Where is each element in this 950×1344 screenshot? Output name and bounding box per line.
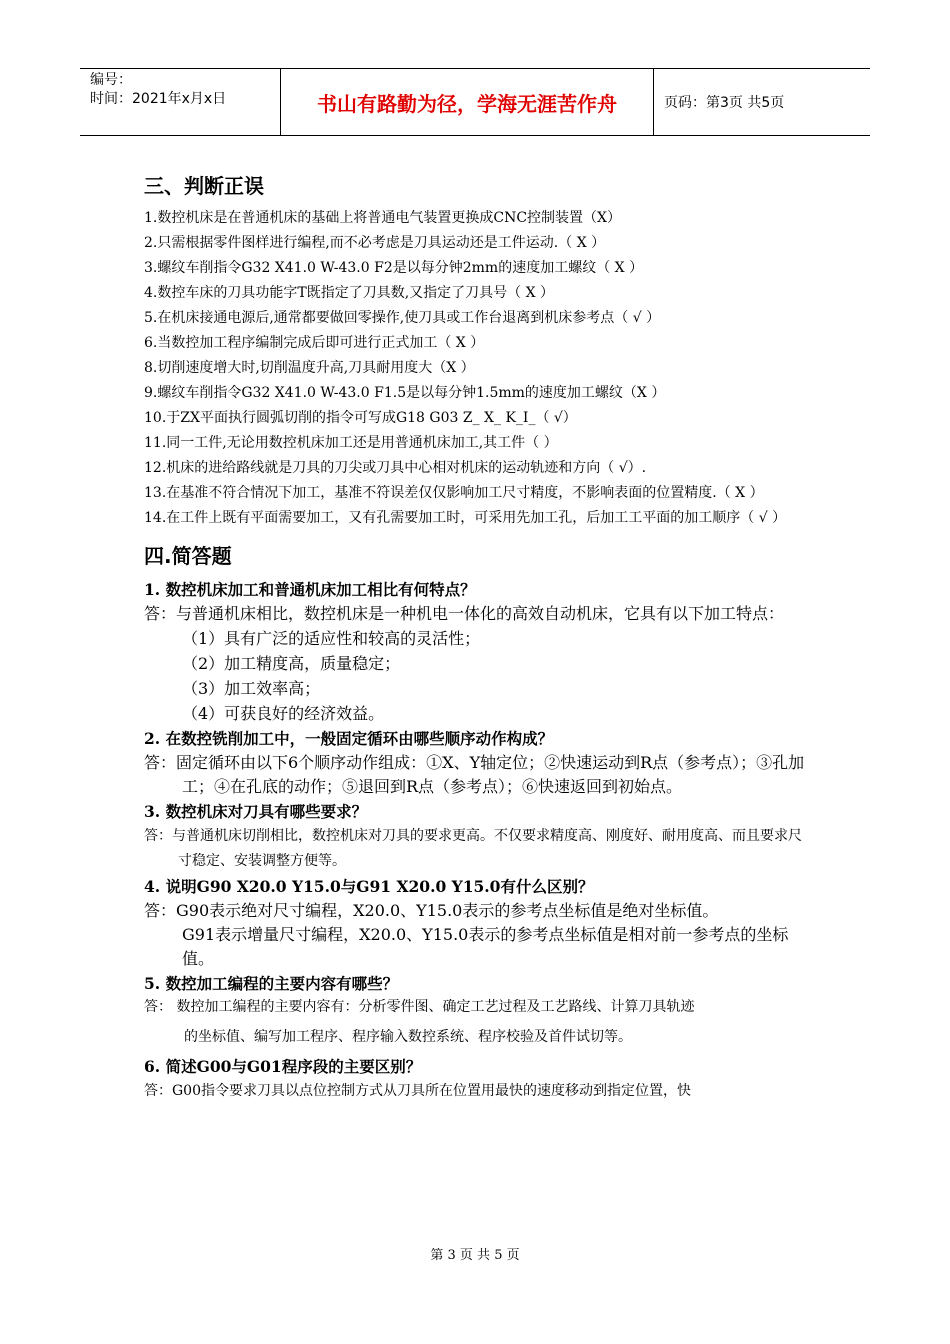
list-item: 8.切削速度增大时,切削温度升高,刀具耐用度大（X ） — [144, 360, 475, 376]
question-1: 1. 数控机床加工和普通机床加工相比有何特点？ — [144, 580, 476, 599]
answer-3: 答：与普通机床切削相比，数控机床对刀具的要求更高。不仅要求精度高、刚度好、耐用度高、而且要求尺寸稳定、安装调整方便等。 — [144, 828, 802, 869]
answer-1-point: （2）加工精度高，质量稳定； — [182, 654, 401, 673]
list-item: 5.在机床接通电源后,通常都要做回零操作,使刀具或工作台退离到机床参考点（ √ ） — [144, 310, 661, 326]
list-item: 12.机床的进给路线就是刀具的刀尖或刀具中心相对机床的运动轨迹和方向（ √）. — [144, 460, 647, 476]
list-item: 3.螺纹车削指令G32 X41.0 W-43.0 F2是以每分钟2mm的速度加工螺纹（ X ） — [144, 260, 644, 276]
answer-5-line2: 的坐标值、编写加工程序、程序输入数控系统、程序校验及首件试切等。 — [184, 1029, 632, 1045]
answer-1-point: （1）具有广泛的适应性和较高的灵活性； — [182, 629, 481, 648]
list-item: 11.同一工件,无论用数控机床加工还是用普通机床加工,其工件（ ） — [144, 435, 558, 451]
main-content — [144, 166, 814, 1104]
list-item: 1.数控机床是在普通机床的基础上将普通电气装置更换成CNC控制装置（X） — [144, 210, 621, 226]
answer-4 — [144, 899, 814, 971]
answer-1-point: （4）可获良好的经济效益。 — [182, 704, 385, 723]
question-3: 3. 数控机床对刀具有哪些要求？ — [144, 802, 368, 821]
section3-title: 三、判断正误 — [144, 174, 264, 198]
answer-1: 答：与普通机床相比，数控机床是一种机电一体化的高效自动机床，它具有以下加工特点： — [144, 604, 785, 623]
list-item: 4.数控车床的刀具功能字T既指定了刀具数,又指定了刀具号（ X ） — [144, 285, 555, 301]
list-item: 13.在基准不符合情况下加工，基准不符误差仅仅影响加工尺寸精度，不影响表面的位置精度.（ X ） — [144, 485, 764, 501]
answer-6: 答：G00指令要求刀具以点位控制方式从刀具所在位置用最快的速度移动到指定位置，快 — [144, 1083, 691, 1099]
list-item: 6.当数控加工程序编制完成后即可进行正式加工（ X ） — [144, 335, 485, 351]
header-left-cell — [80, 69, 280, 135]
question-4: 4. 说明G90 X20.0 Y15.0与G91 X20.0 Y15.0有什么区别？ — [144, 877, 594, 896]
page-header — [80, 68, 870, 136]
time-label: 时间：2021年x月x日 — [90, 91, 227, 107]
answer-5-line1: 答： 数控加工编程的主要内容有：分析零件图、确定工艺过程及工艺路线、计算刀具轨迹 — [144, 999, 695, 1015]
page-footer: 第 3 页 共 5 页 — [430, 1248, 520, 1263]
header-motto: 书山有路勤为径，学海无涯苦作舟 — [280, 69, 654, 135]
answer-2: 答：固定循环由以下6个顺序动作组成：①X、Y轴定位；②快速运动到R点（参考点）；③孔加工；④在孔底的动作；⑤退回到R点（参考点）；⑥快速返回到初始点。 — [144, 753, 805, 796]
list-item: 10.于ZX平面执行圆弧切削的指令可写成G18 G03 Z_ X_ K_I_（ √） — [144, 410, 577, 426]
list-item: 14.在工件上既有平面需要加工，又有孔需要加工时，可采用先加工孔，后加工工平面的加工顺序（ √ ） — [144, 510, 787, 526]
list-item: 9.螺纹车削指令G32 X41.0 W-43.0 F1.5是以每分钟1.5mm的速度加工螺纹（X ） — [144, 385, 666, 401]
answer-4-line2: G91表示增量尺寸编程，X20.0、Y15.0表示的参考点坐标值是相对前一参考点的坐标值。 — [182, 925, 789, 968]
answer-4-line1: 答：G90表示绝对尺寸编程，X20.0、Y15.0表示的参考点坐标值是绝对坐标值。 — [144, 901, 719, 920]
true-false-list — [144, 206, 814, 531]
list-item: 2.只需根据零件图样进行编程,而不必考虑是刀具运动还是工件运动.（ X ） — [144, 235, 606, 251]
number-label: 编号： — [90, 72, 132, 88]
question-5: 5. 数控加工编程的主要内容有哪些？ — [144, 974, 399, 993]
answer-1-point: （3）加工效率高； — [182, 679, 321, 698]
question-2: 2. 在数控铣削加工中，一般固定循环由哪些顺序动作构成？ — [144, 729, 554, 748]
header-page-label: 页码：第3页 共5页 — [664, 95, 785, 111]
answer-5 — [144, 996, 814, 1048]
question-6: 6. 简述G00与G01程序段的主要区别？ — [144, 1057, 422, 1076]
section4-title: 四.简答题 — [144, 544, 232, 568]
